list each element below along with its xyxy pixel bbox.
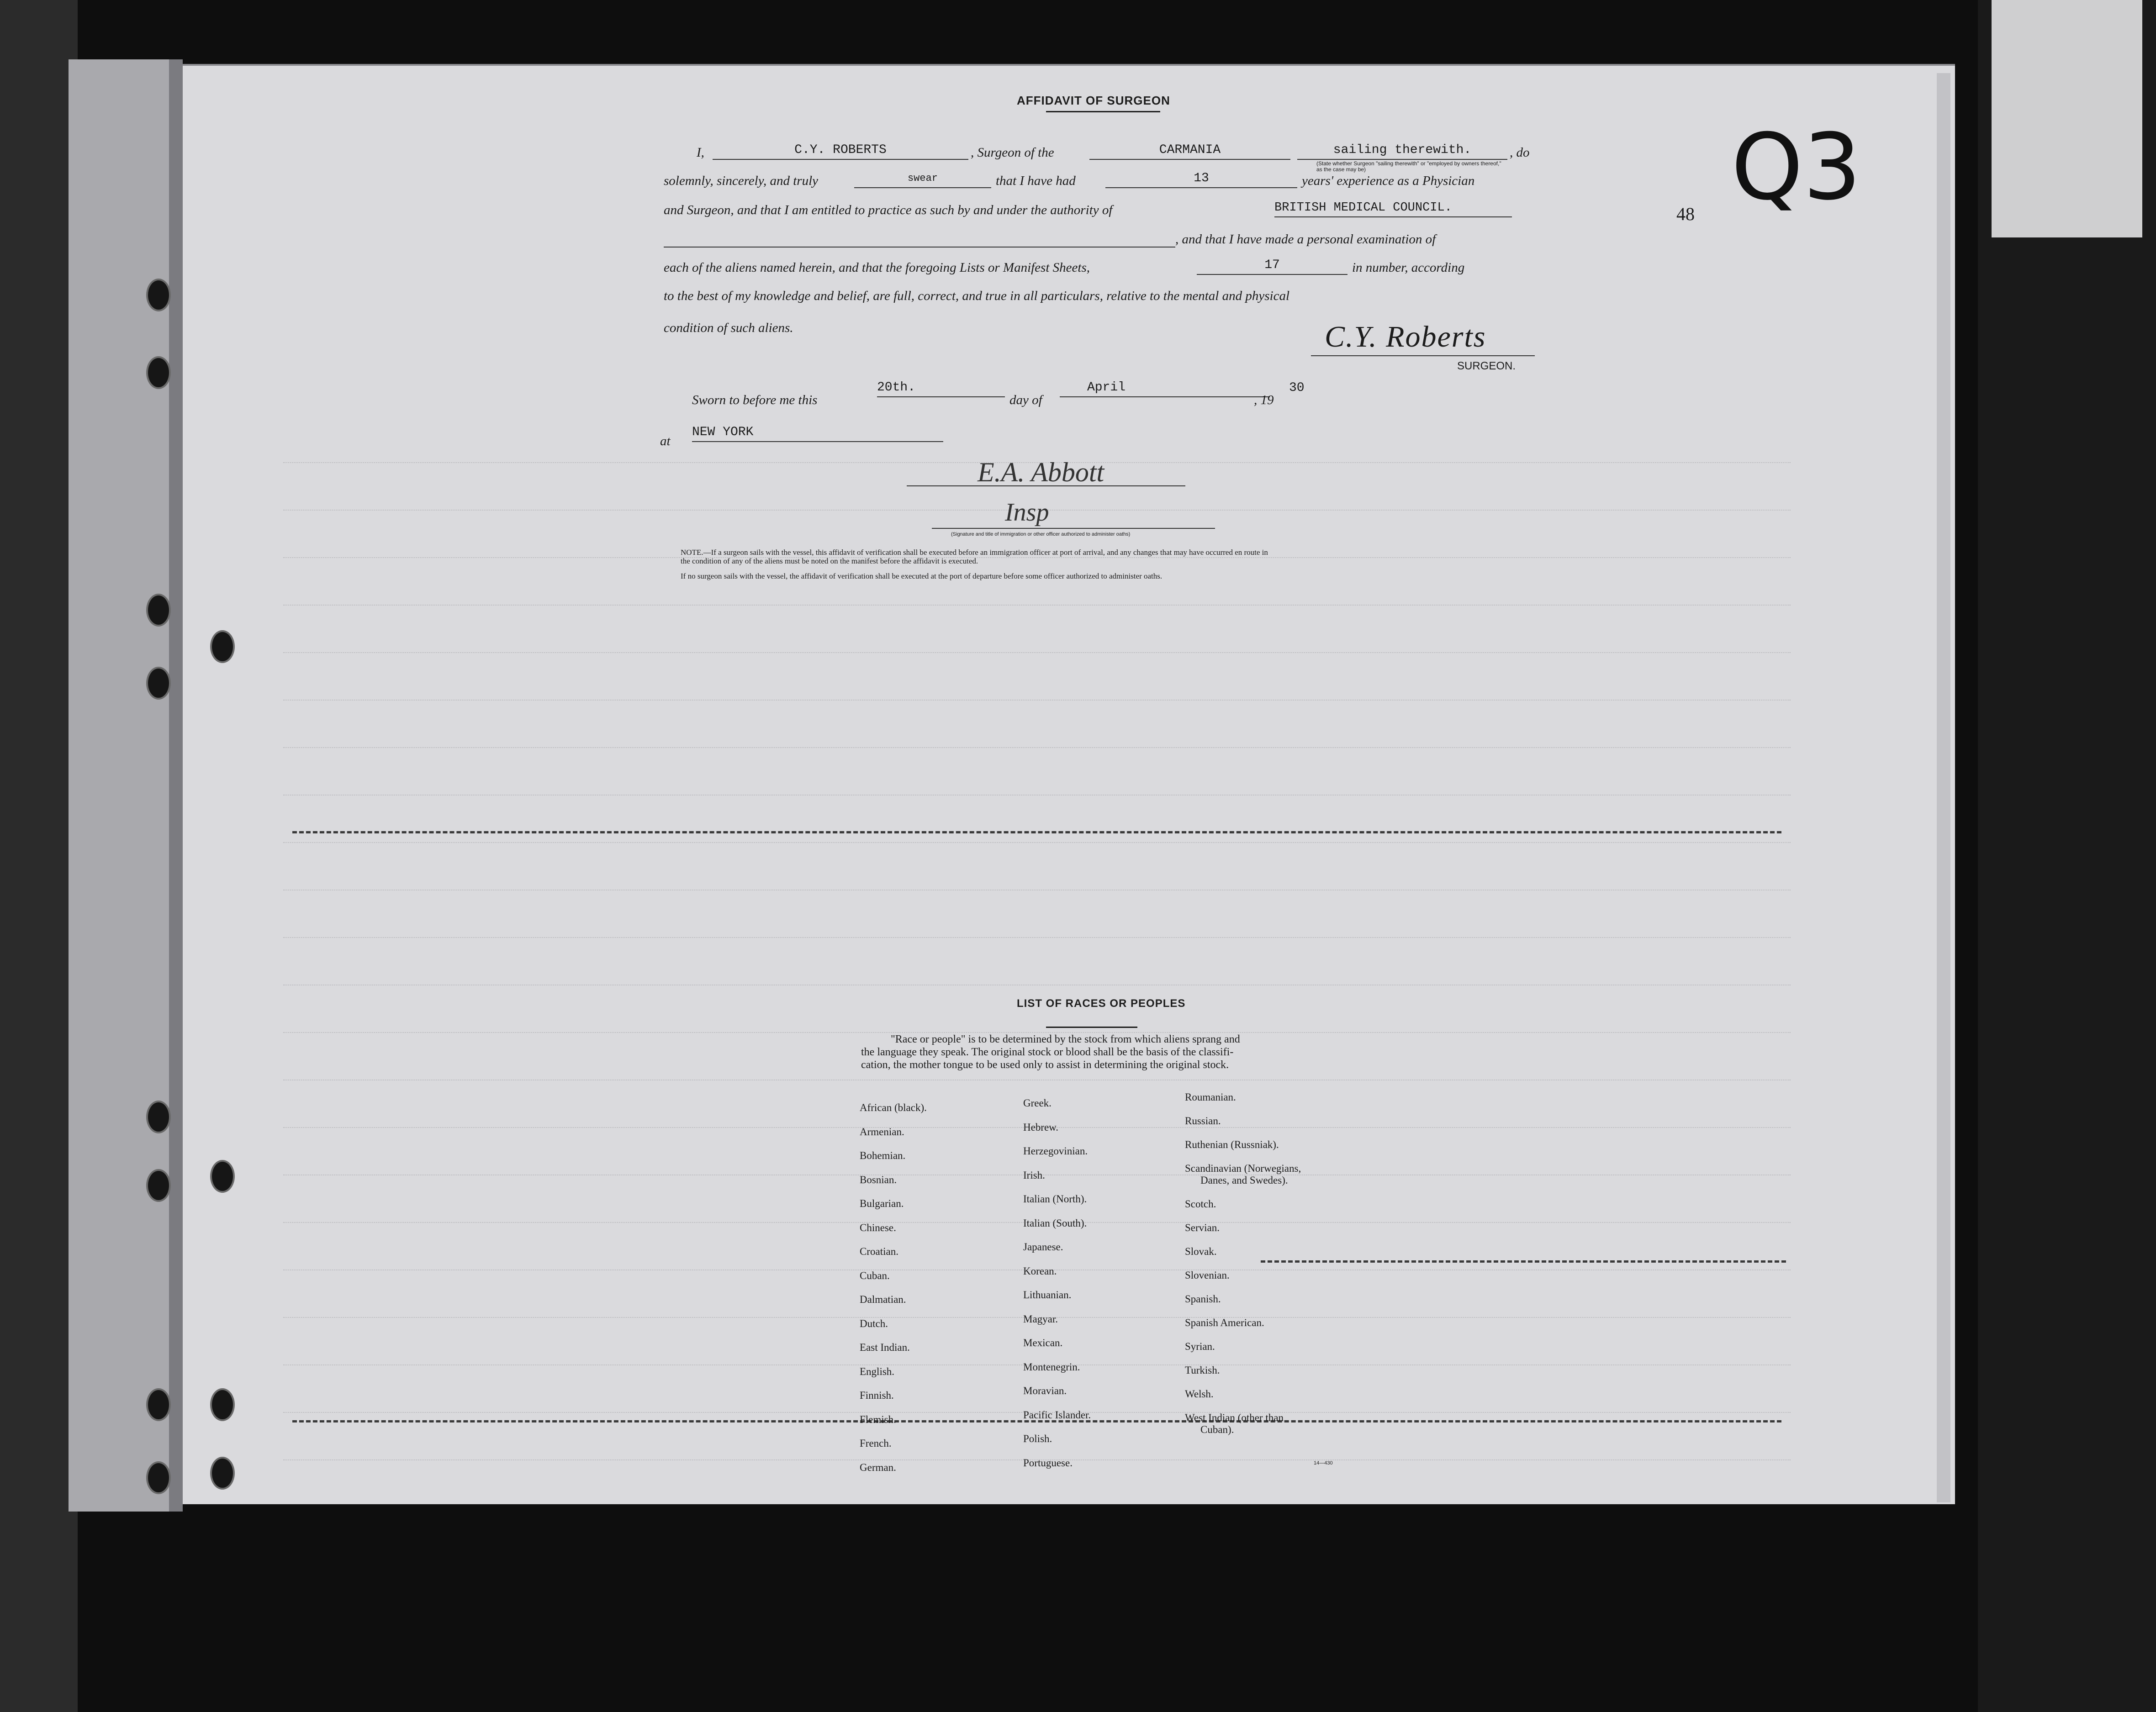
race-item: Pacific Islander. xyxy=(1023,1409,1091,1421)
race-item: Flemish. xyxy=(860,1413,896,1425)
race-item: Portuguese. xyxy=(1023,1457,1073,1469)
race-item: Dutch. xyxy=(860,1317,888,1329)
label-do: , do xyxy=(1510,145,1530,160)
label-years-experience: years' experience as a Physician xyxy=(1302,174,1475,188)
sworn-month-field: April xyxy=(1060,380,1270,397)
binding-hole xyxy=(210,1457,235,1490)
races-heading: LIST OF RACES OR PEOPLES xyxy=(1017,997,1186,1010)
binding-hole xyxy=(146,1388,171,1421)
authority-field: BRITISH MEDICAL COUNCIL. xyxy=(1274,200,1512,217)
scan-background-right xyxy=(1978,0,2156,1712)
race-item: Korean. xyxy=(1023,1265,1057,1277)
heading-rule xyxy=(1046,111,1160,112)
races-intro-line-3: cation, the mother tongue to be used only to assist in determining the original stock. xyxy=(861,1059,1229,1071)
corner-mark: Q3 xyxy=(1731,114,1861,221)
race-item: Hebrew. xyxy=(1023,1121,1059,1133)
officer-signature-line xyxy=(907,485,1185,486)
race-item: Cuban). xyxy=(1200,1424,1234,1435)
label-i: I, xyxy=(697,145,704,160)
label-each-alien: each of the aliens named herein, and that the foregoing Lists or Manifest Sheets, xyxy=(664,260,1090,275)
race-item: Dalmatian. xyxy=(860,1294,906,1305)
race-item: Cuban. xyxy=(860,1270,890,1281)
label-19: , 19 xyxy=(1254,393,1274,407)
label-solemnly: solemnly, sincerely, and truly xyxy=(664,174,819,188)
ghost-divider xyxy=(1261,1260,1786,1265)
officer-signature: E.A. Abbott xyxy=(978,457,1104,487)
officer-title-line xyxy=(932,528,1215,529)
binding-hole xyxy=(210,1160,235,1193)
note-line-2: the condition of any of the aliens must be noted on the manifest before the affidavit is executed. xyxy=(681,557,978,565)
surgeon-name-field: C.Y. ROBERTS xyxy=(713,142,968,160)
race-item: Bohemian. xyxy=(860,1150,906,1161)
label-personal-exam: , and that I have made a personal examination of xyxy=(1175,232,1436,247)
race-item: Scandinavian (Norwegians, xyxy=(1185,1163,1301,1174)
page-edge xyxy=(1937,73,1950,1502)
label-surgeon: SURGEON. xyxy=(1457,360,1516,372)
race-item: French. xyxy=(860,1438,892,1449)
race-item: Herzegovinian. xyxy=(1023,1145,1088,1157)
races-intro-line-1: "Race or people" is to be determined by the stock from which aliens sprang and xyxy=(891,1033,1240,1045)
ship-name-field: CARMANIA xyxy=(1089,142,1290,160)
label-at: at xyxy=(660,434,671,448)
race-item: Turkish. xyxy=(1185,1364,1220,1376)
race-item: Greek. xyxy=(1023,1097,1052,1109)
affidavit-heading: AFFIDAVIT OF SURGEON xyxy=(1017,94,1170,107)
label-surgeon-of-the: , Surgeon of the xyxy=(971,145,1054,160)
label-day-of: day of xyxy=(1009,393,1042,407)
race-item: Scotch. xyxy=(1185,1198,1216,1210)
sworn-place-field: NEW YORK xyxy=(692,425,943,442)
races-intro-line-2: the language they speak. The original stock or blood shall be the basis of the classifi- xyxy=(861,1046,1234,1058)
race-item: Roumanian. xyxy=(1185,1091,1236,1103)
race-item: African (black). xyxy=(860,1102,927,1113)
race-item: Polish. xyxy=(1023,1433,1052,1444)
race-item: Armenian. xyxy=(860,1126,904,1138)
race-item: Ruthenian (Russniak). xyxy=(1185,1139,1279,1150)
race-item: Italian (South). xyxy=(1023,1217,1087,1229)
authority-continuation-line xyxy=(664,247,1175,248)
binding-hole xyxy=(146,1461,171,1494)
page-number: 48 xyxy=(1676,204,1695,224)
binding-hole xyxy=(146,594,171,627)
ghost-divider xyxy=(292,831,1781,836)
binding-hole xyxy=(210,630,235,663)
binding-shadow xyxy=(169,59,183,1512)
race-item: Slovak. xyxy=(1185,1246,1217,1257)
race-item: West Indian (other than xyxy=(1185,1412,1284,1423)
binding-strip xyxy=(69,59,174,1512)
race-item: Chinese. xyxy=(860,1222,896,1233)
oath-type-field: swear xyxy=(854,171,991,188)
race-item: Magyar. xyxy=(1023,1313,1058,1325)
race-item: Bulgarian. xyxy=(860,1198,904,1209)
race-item: Moravian. xyxy=(1023,1385,1067,1396)
race-item: Lithuanian. xyxy=(1023,1289,1072,1301)
race-item: Russian. xyxy=(1185,1115,1221,1127)
race-item: Spanish American. xyxy=(1185,1317,1264,1328)
sworn-day-field: 20th. xyxy=(877,380,1005,397)
races-heading-rule xyxy=(1046,1027,1137,1028)
race-item: Japanese. xyxy=(1023,1241,1063,1253)
note-line-1: NOTE.—If a surgeon sails with the vessel, this affidavit of verification shall be executed before an immigration officer at port of arrival, and any changes that may have occurred en route in xyxy=(681,548,1268,557)
label-condition: condition of such aliens. xyxy=(664,321,793,335)
officer-caption: (Signature and title of immigration or other officer authorized to administer oaths) xyxy=(951,532,1131,537)
races-column-1 xyxy=(860,1096,927,1480)
race-item: German. xyxy=(860,1461,896,1473)
label-in-number: in number, according xyxy=(1352,260,1465,275)
race-item: Danes, and Swedes). xyxy=(1200,1175,1288,1186)
race-item: Italian (North). xyxy=(1023,1193,1087,1205)
race-item: Spanish. xyxy=(1185,1293,1221,1305)
officer-title-handwritten: Insp xyxy=(1005,498,1049,527)
next-page-corner xyxy=(1992,0,2142,237)
race-item: Croatian. xyxy=(860,1246,898,1257)
binding-hole xyxy=(146,1101,171,1133)
label-best-knowledge: to the best of my knowledge and belief, are full, correct, and true in all particulars, relative to the mental and physical xyxy=(664,289,1290,303)
race-item: Bosnian. xyxy=(860,1174,897,1185)
races-column-2 xyxy=(1023,1091,1091,1475)
left-page-edge xyxy=(0,0,78,1712)
sworn-year-field: 30 xyxy=(1289,381,1305,395)
binding-hole xyxy=(146,1169,171,1202)
label-and-surgeon: and Surgeon, and that I am entitled to practice as such by and under the authority of xyxy=(664,203,1113,217)
race-item: Welsh. xyxy=(1185,1388,1214,1400)
race-item: Montenegrin. xyxy=(1023,1361,1080,1373)
race-item: English. xyxy=(860,1365,895,1377)
surgeon-signature: C.Y. Roberts xyxy=(1325,320,1486,353)
label-that-i-have-had: that I have had xyxy=(996,174,1076,188)
binding-hole xyxy=(146,667,171,700)
race-item: Mexican. xyxy=(1023,1337,1063,1349)
race-item: Slovenian. xyxy=(1185,1270,1230,1281)
binding-hole xyxy=(146,279,171,311)
race-item: East Indian. xyxy=(860,1342,910,1353)
sheet-count-field: 17 xyxy=(1197,258,1348,275)
form-number: 14—430 xyxy=(1314,1460,1333,1466)
race-item: Finnish. xyxy=(860,1390,894,1401)
note-line-3: If no surgeon sails with the vessel, the affidavit of verification shall be executed at the port of departure before some officer authorized to administer oaths. xyxy=(681,572,1163,580)
binding-hole xyxy=(210,1388,235,1421)
label-sworn: Sworn to before me this xyxy=(692,393,818,407)
signature-line xyxy=(1311,355,1535,356)
race-item: Servian. xyxy=(1185,1222,1220,1233)
sailing-status-field: sailing therewith. xyxy=(1297,142,1507,160)
sailing-note: (State whether Surgeon "sailing therewith" or "employed by owners thereof," as the case may be) xyxy=(1316,160,1501,173)
races-column-3 xyxy=(1185,1091,1301,1436)
race-item: Syrian. xyxy=(1185,1341,1215,1352)
years-experience-field: 13 xyxy=(1105,171,1297,188)
race-item: Irish. xyxy=(1023,1169,1045,1181)
binding-hole xyxy=(146,356,171,389)
